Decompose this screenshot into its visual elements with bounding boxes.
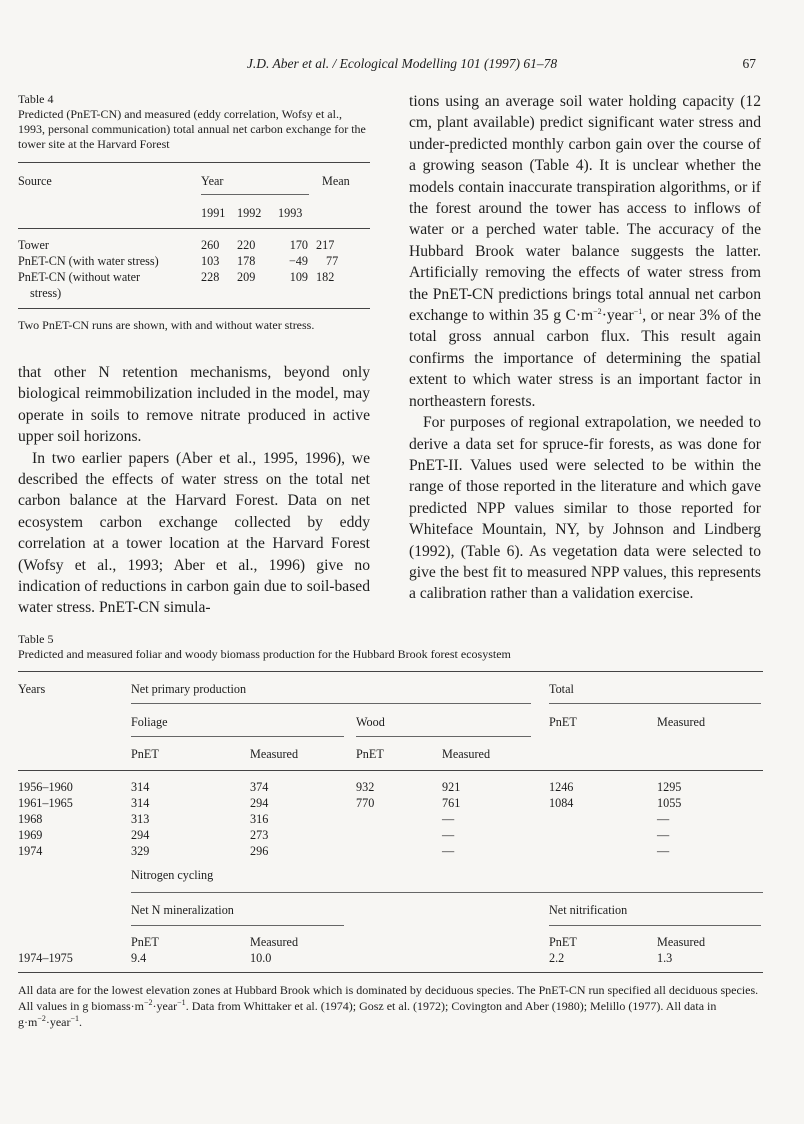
h-nit-measured: Measured (657, 935, 706, 949)
t4-row-source-cont: stress) (30, 286, 62, 300)
h-foliage-measured: Measured (250, 747, 299, 761)
t4-cell: 217 (316, 238, 335, 252)
t4-cell: 182 (316, 270, 335, 284)
t4-cell: 209 (237, 270, 256, 284)
h-foliage: Foliage (131, 715, 168, 729)
running-header: J.D. Aber et al. / Ecological Modelling 101 (1997) 61–78 (246, 56, 558, 71)
h-years: Years (18, 682, 46, 696)
paragraph: For purposes of regional extrapolation, we needed to derive a data set for spruce-fir forests, as was done for PnET-II. Values used were selected to be within the range of those reported in the literature and which gave predicted NPP values similar to those reported for Whiteface Mountain, NY, by Johnson and Lindberg (1992), (Table 6). As vegetation data were selected to give the best fit to measured NPP values, this represents a calibration rather than a validation exercise. (409, 414, 761, 603)
t4-cell: 178 (237, 254, 256, 268)
h-nit-pnet: PnET (549, 935, 577, 949)
t4-cell: 103 (201, 254, 220, 268)
h-npp: Net primary production (131, 682, 247, 696)
t4-cell: −49 (288, 254, 308, 268)
t4-cell: 260 (201, 238, 220, 252)
paragraph: In two earlier papers (Aber et al., 1995, 1996), we described the effects of water stress on the total net carbon balance at the Harvard Forest. Data on net ecosystem carbon exchange collected by eddy correlation at a tower location at the Harvard Forest (Wofsy et al., 1993; Aber et al., 1996) give no indication of reductions in carbon gain due to soil-based water stress. PnET-CN simula- (18, 449, 370, 617)
table-5-label: Table 5 (18, 632, 54, 646)
h-wood-measured: Measured (442, 747, 491, 761)
col-year-1993: 1993 (278, 206, 303, 220)
h-net-nitrification: Net nitrification (549, 903, 628, 917)
table-4-caption: Predicted (PnET-CN) and measured (eddy correlation, Wofsy et al., 1993, personal communication) total annual net carbon exchange for the tower site at the Harvard Forest (18, 107, 366, 151)
h-min-measured: Measured (250, 935, 299, 949)
t4-cell: 170 (289, 238, 308, 252)
table-5-caption: Predicted and measured foliar and woody biomass production for the Hubbard Brook forest ecosystem (18, 647, 511, 661)
h-nitrogen: Nitrogen cycling (131, 868, 214, 882)
col-mean: Mean (322, 174, 350, 188)
t4-row-source: PnET-CN (without water (18, 270, 141, 284)
h-total-measured: Measured (657, 715, 706, 729)
col-source: Source (18, 174, 52, 188)
table-4-footnote: Two PnET-CN runs are shown, with and without water stress. (18, 318, 315, 332)
col-year-1992: 1992 (237, 206, 262, 220)
t4-cell: 228 (201, 270, 220, 284)
paragraph: that other N retention mechanisms, beyond only biological reimmobilization included in the model, may operate in soils to remove nitrate produced in active upper soil horizons. (18, 364, 370, 446)
t4-cell: 220 (237, 238, 256, 252)
t4-row-source: Tower (18, 238, 49, 252)
right-column (409, 91, 761, 605)
col-year-1991: 1991 (201, 206, 226, 220)
h-total-pnet: PnET (549, 715, 577, 729)
table-5-footnote: All data are for the lowest elevation zones at Hubbard Brook which is dominated by deciduous species. The PnET-CN run specified all deciduous species. All values in g $biomass\cdot m^{-2}\cdot year^{-1}$. Data from Whittaker et al. (1974); Gosz et al. (1972); Covington and Aber (1980); Melillo (1977). All data in $g\cdot m^{-2}\cdot year^{-1}$. (18, 983, 759, 1029)
page-number: 67 (742, 56, 756, 71)
left-column (18, 362, 370, 619)
table-4-label: Table 4 (18, 92, 54, 106)
col-year: Year (201, 174, 224, 188)
h-wood-pnet: PnET (356, 747, 384, 761)
t4-cell: 77 (326, 254, 339, 268)
h-total: Total (549, 682, 574, 696)
h-wood: Wood (356, 715, 385, 729)
h-net-mineralization: Net N mineralization (131, 903, 234, 917)
paragraph: tions using an average soil water holding capacity (12 cm, plant available) predict significant water stress and under-predicted monthly carbon gain over the course of a growing season (Table 4). It is unclear whether the models contain inaccurate transpiration algorithms, or if the forest around the tower has access to inflows of water or a perched water table. The accuracy of the Hubbard Brook water balance suggests the latter. Artificially removing the effects of water stress from the PnET-CN predictions brings total annual net carbon exchange to within 35 g $C\cdot m^{-2}\cdot year^{-1}$, or near 3% of the total gross annual carbon flux. This result again confirms the importance of determining the spatial extent to which water stress is an important factor in northeastern forests. (409, 93, 761, 410)
h-min-pnet: PnET (131, 935, 159, 949)
t4-row-source: PnET-CN (with water stress) (18, 254, 159, 268)
h-foliage-pnet: PnET (131, 747, 159, 761)
t4-cell: 109 (289, 270, 308, 284)
